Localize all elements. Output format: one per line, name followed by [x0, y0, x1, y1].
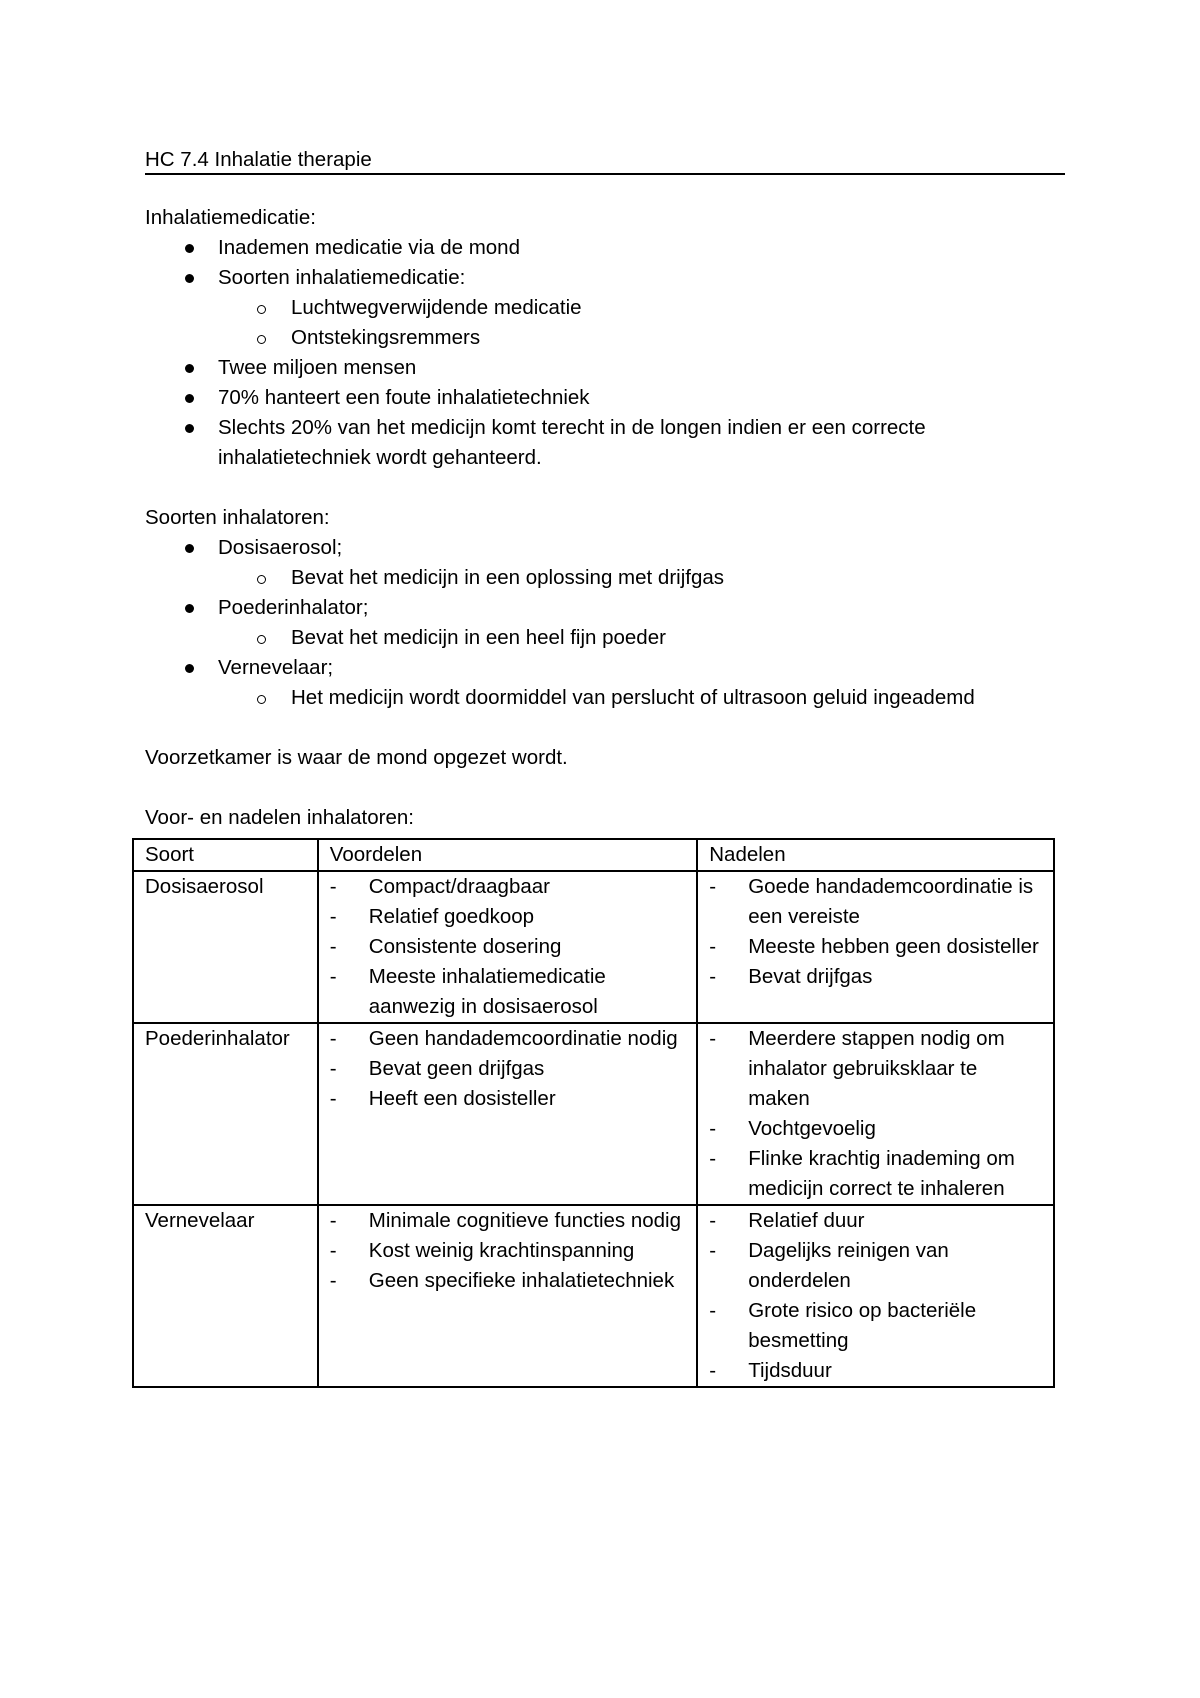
bullet-list — [145, 533, 1065, 713]
list-item: - Relatief duur — [709, 1209, 865, 1232]
document-body — [145, 203, 1065, 833]
bullet-icon — [185, 244, 194, 253]
sub-list — [145, 293, 1065, 353]
cell-nadelen — [697, 1023, 1054, 1205]
list-item: Het medicijn wordt doormiddel van perslucht of ultrasoon geluid ingeademd — [218, 683, 1065, 713]
circle-bullet-icon — [257, 575, 266, 584]
list-item: - Relatief goedkoop — [329, 905, 535, 928]
list-item: - Consistente dosering — [329, 935, 562, 958]
bullet-icon — [185, 604, 194, 613]
list-item: Bevat het medicijn in een oplossing met drijfgas — [218, 563, 1065, 593]
list-item: Poederinhalator; Bevat het medicijn in een heel fijn poeder — [145, 593, 1065, 653]
list-item: Luchtwegverwijdende medicatie — [218, 293, 1065, 323]
sub-list — [145, 623, 1065, 653]
list-item: - Meeste inhalatiemedicatie aanwezig in dosisaerosol — [329, 965, 606, 1018]
section-inhalatiemedicatie — [145, 203, 1065, 473]
bullet-icon — [185, 664, 194, 673]
list-item: - Vochtgevoelig — [709, 1117, 876, 1140]
table-row — [133, 1205, 1054, 1387]
section-heading: Soorten inhalatoren: — [145, 506, 330, 529]
list-item: Vernevelaar; Het medicijn wordt doormiddel van perslucht of ultrasoon geluid ingeademd — [145, 653, 1065, 713]
cell-soort: Poederinhalator — [133, 1023, 318, 1205]
list-item: - Goede handademcoordinatie is een vereiste — [709, 875, 1034, 928]
list-item: - Compact/draagbaar — [329, 875, 550, 898]
list-item: - Flinke krachtig inademing om medicijn correct te inhaleren — [709, 1147, 1015, 1200]
table-row — [133, 871, 1054, 1023]
list-item: - Meerdere stappen nodig om inhalator gebruiksklaar te maken — [709, 1027, 1005, 1110]
section-soorten-inhalatoren — [145, 503, 1065, 713]
list-item: - Geen handademcoordinatie nodig — [329, 1027, 678, 1050]
header-soort: Soort — [133, 839, 318, 871]
table-row — [133, 1023, 1054, 1205]
list-item: Dosisaerosol; Bevat het medicijn in een oplossing met drijfgas — [145, 533, 1065, 593]
voorzetkamer-paragraph: Voorzetkamer is waar de mond opgezet wordt. — [145, 746, 568, 769]
bullet-icon — [185, 424, 194, 433]
list-item: - Meeste hebben geen dosisteller — [709, 935, 1039, 958]
list-item: - Kost weinig krachtinspanning — [329, 1239, 635, 1262]
list-item: Twee miljoen mensen — [145, 353, 1065, 383]
header-nadelen: Nadelen — [697, 839, 1054, 871]
list-item: Inademen medicatie via de mond — [145, 233, 1065, 263]
list-item: - Minimale cognitieve functies nodig — [329, 1209, 682, 1232]
list-item: - Bevat drijfgas — [709, 965, 873, 988]
list-item: Slechts 20% van het medicijn komt terecht in de longen indien er een correcte inhalatietechniek wordt gehanteerd. — [145, 413, 1065, 473]
circle-bullet-icon — [257, 695, 266, 704]
list-item: Bevat het medicijn in een heel fijn poeder — [218, 623, 1065, 653]
list-item: - Tijdsduur — [709, 1359, 832, 1382]
sub-list — [145, 563, 1065, 593]
bullet-icon — [185, 394, 194, 403]
circle-bullet-icon — [257, 335, 266, 344]
list-item: - Bevat geen drijfgas — [329, 1057, 545, 1080]
cell-soort: Vernevelaar — [133, 1205, 318, 1387]
list-item: Soorten inhalatiemedicatie: Luchtwegverwijdende medicatie Ontstekingsremmers — [145, 263, 1065, 353]
bullet-icon — [185, 544, 194, 553]
list-item: - Dagelijks reinigen van onderdelen — [709, 1239, 949, 1292]
cell-nadelen — [697, 1205, 1054, 1387]
list-item: - Heeft een dosisteller — [329, 1087, 556, 1110]
section-heading: Inhalatiemedicatie: — [145, 206, 316, 229]
list-item: Ontstekingsremmers — [218, 323, 1065, 353]
cell-voordelen — [318, 1205, 697, 1387]
bullet-list — [145, 233, 1065, 473]
bullet-icon — [185, 364, 194, 373]
bullet-icon — [185, 274, 194, 283]
table-caption: Voor- en nadelen inhalatoren: — [145, 806, 414, 829]
cell-voordelen — [318, 871, 697, 1023]
list-item: 70% hanteert een foute inhalatietechniek — [145, 383, 1065, 413]
circle-bullet-icon — [257, 305, 266, 314]
list-item: - Geen specifieke inhalatietechniek — [329, 1269, 675, 1292]
header-voordelen: Voordelen — [318, 839, 697, 871]
cell-soort: Dosisaerosol — [133, 871, 318, 1023]
cell-nadelen — [697, 871, 1054, 1023]
sub-list — [145, 683, 1065, 713]
table-header-row — [133, 839, 1054, 871]
cell-voordelen — [318, 1023, 697, 1205]
comparison-table — [132, 838, 1055, 1388]
list-item: - Grote risico op bacteriële besmetting — [709, 1299, 977, 1352]
document-title: HC 7.4 Inhalatie therapie — [145, 145, 1065, 175]
circle-bullet-icon — [257, 635, 266, 644]
